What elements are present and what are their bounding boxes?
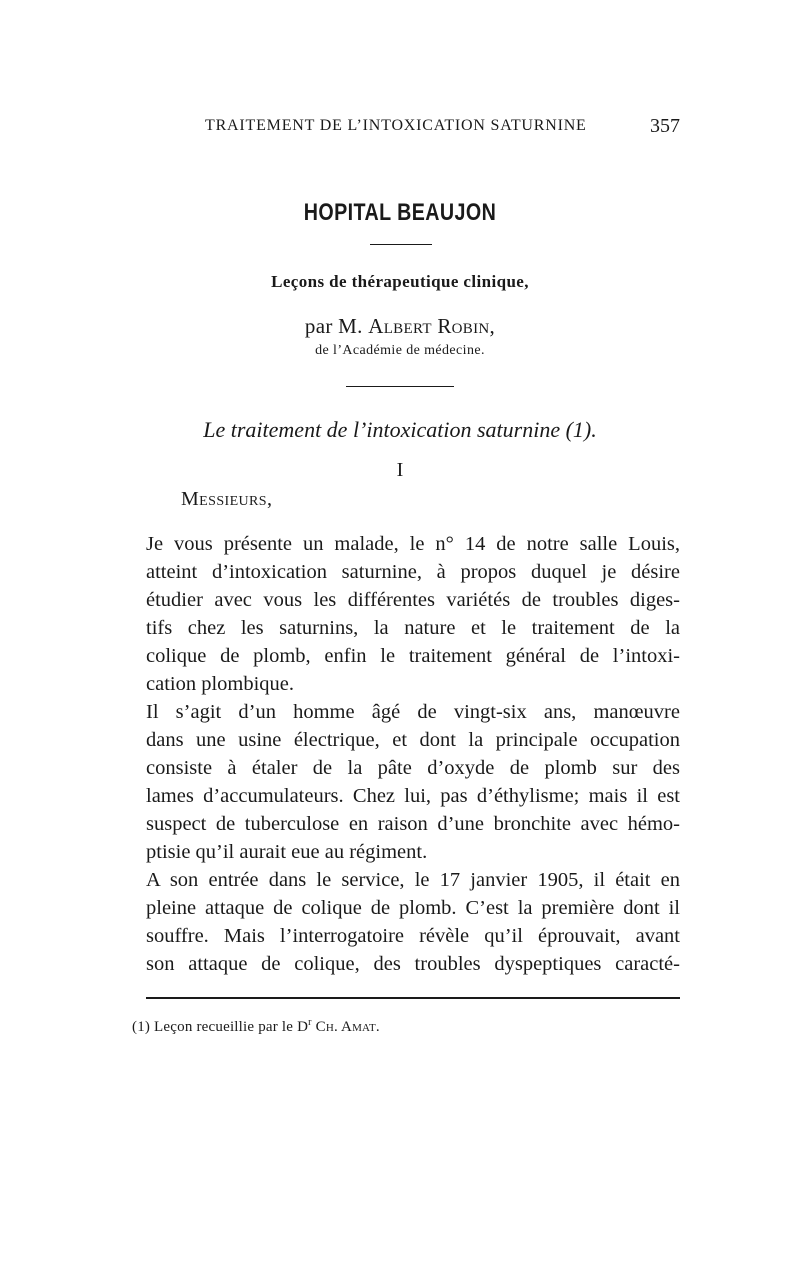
heading-rule	[370, 244, 432, 245]
section-number: I	[396, 459, 404, 481]
section-rule	[346, 386, 454, 387]
running-head	[205, 117, 680, 141]
body-line: cation plombique.	[146, 673, 295, 695]
author-name: Albert Robin,	[368, 314, 496, 338]
body-line: suspect de tuberculose en raison d’une bronchite avec hémo-	[146, 813, 680, 835]
body-line: lames d’accumulateurs. Chez lui, pas d’éthylisme; mais il est	[146, 785, 680, 807]
salutation: Messieurs,	[181, 488, 273, 510]
body-line: dans une usine électrique, et dont la principale occupation	[146, 729, 680, 751]
author-affiliation: de l’Académie de médecine.	[315, 343, 485, 358]
footnote-rule	[146, 997, 680, 999]
body-line: consiste à étaler de la pâte d’oxyde de plomb sur des	[146, 757, 680, 779]
author-prefix: par M.	[304, 314, 369, 338]
lecture-title: Le traitement de l’intoxication saturnine (1).	[203, 417, 597, 442]
footnote-name: Ch. Amat.	[315, 1019, 380, 1035]
body-line: étudier avec vous les différentes variétés de troubles diges-	[146, 589, 680, 611]
body-line: colique de plomb, enfin le traitement général de l’intoxi-	[146, 645, 680, 667]
body-line: A son entrée dans le service, le 17 janvier 1905, il était en	[146, 869, 680, 891]
body-line: Il s’agit d’un homme âgé de vingt-six ans, manœuvre	[146, 701, 680, 723]
body-line: tifs chez les saturnins, la nature et le traitement de la	[146, 617, 680, 639]
hospital-heading: HOPITAL BEAUJON	[303, 199, 497, 226]
body-line: atteint d’intoxication saturnine, à propos duquel je désire	[146, 561, 680, 583]
body-line: Je vous présente un malade, le n° 14 de notre salle Louis,	[146, 533, 680, 555]
body-line: pleine attaque de colique de plomb. C’est la première dont il	[146, 897, 680, 919]
footnote-marker: (1)	[132, 1019, 151, 1035]
author-line	[0, 314, 800, 339]
running-title: TRAITEMENT DE L’INTOXICATION SATURNINE	[205, 117, 587, 134]
page-number: 357	[650, 115, 680, 137]
body-line: ptisie qu’il aurait eue au régiment.	[146, 841, 428, 863]
footnote-text: Leçon recueillie par le D	[154, 1019, 309, 1035]
series-title: Leçons de thérapeutique clinique,	[271, 272, 529, 291]
body-line: souffre. Mais l’interrogatoire révèle qu’il éprouvait, avant	[146, 925, 680, 947]
footnote-superscript: r	[308, 1017, 312, 1028]
footnote	[132, 1017, 380, 1036]
body-line: son attaque de colique, des troubles dyspeptiques caracté-	[146, 953, 680, 975]
